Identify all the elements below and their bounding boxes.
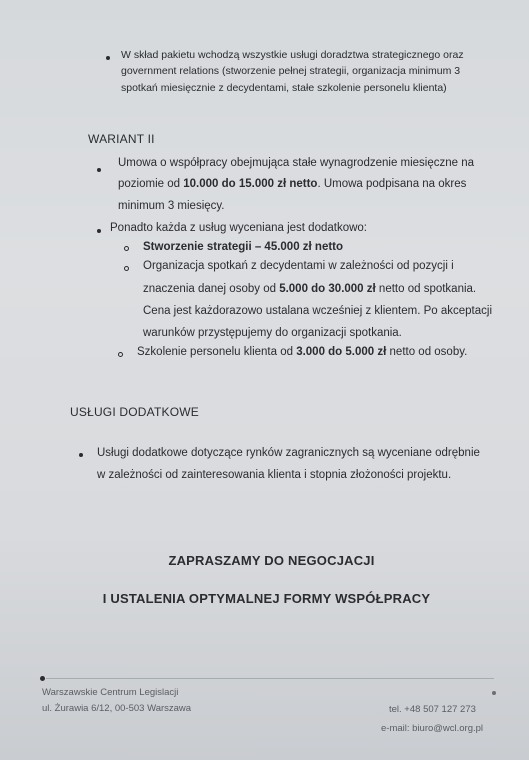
- extra-services-line-2: w zależności od zainteresowania klienta i stopnia złożoności projektu.: [97, 469, 452, 481]
- circle-bullet: [124, 266, 129, 271]
- training-amount: 3.000 do 5.000 zł: [296, 346, 387, 358]
- footer-dot: [40, 676, 45, 681]
- circle-bullet: [124, 246, 129, 251]
- footer-email: e-mail: biuro@wcl.org.pl: [381, 723, 484, 734]
- variant-2-bullet-1-line-2: poziomie od 10.000 do 15.000 zł netto. Umowa podpisana na okres: [118, 178, 467, 190]
- bullet-dot: [79, 453, 83, 457]
- bullet-dot: [97, 168, 101, 172]
- variant-2-amount: 10.000 do 15.000 zł netto: [183, 178, 318, 190]
- service-training: Szkolenie personelu klienta od 3.000 do 5.000 zł netto od osoby.: [137, 346, 468, 358]
- bullet-dot: [97, 229, 101, 233]
- footer-dot: [492, 691, 496, 695]
- extra-services-heading: USŁUGI DODATKOWE: [70, 405, 199, 419]
- service-meetings-line-4: warunków przystępujemy do organizacji spotkania.: [143, 327, 402, 339]
- extra-services-line-1: Usługi dodatkowe dotyczące rynków zagranicznych są wyceniane odrębnie: [97, 447, 480, 459]
- variant-2-bullet-1-line-1: Umowa o współpracy obejmująca stałe wynagrodzenie miesięczne na: [118, 157, 475, 169]
- service-meetings-line-2: znaczenia danej osoby od 5.000 do 30.000 zł netto od spotkania.: [143, 283, 477, 295]
- package-line-2: government relations (stworzenie pełnej strategii, organizacja minimum 3: [121, 65, 461, 77]
- footer-organization: Warszawskie Centrum Legislacji: [42, 687, 179, 698]
- variant-2-bullet-2: Ponadto każda z usług wyceniana jest dodatkowo:: [110, 222, 367, 234]
- circle-bullet: [118, 352, 123, 357]
- variant-2-heading: WARIANT II: [88, 132, 155, 146]
- footer-phone: tel. +48 507 127 273: [389, 704, 476, 715]
- cta-line-2: I USTALENIA OPTYMALNEJ FORMY WSPÓŁPRACY: [102, 591, 431, 606]
- variant-2-bullet-1-line-3: minimum 3 miesięcy.: [118, 200, 225, 212]
- cta-line-1: ZAPRASZAMY DO NEGOCJACJI: [168, 553, 375, 568]
- service-meetings-line-1: Organizacja spotkań z decydentami w zależności od pozycji i: [143, 260, 454, 272]
- footer-divider: [46, 678, 494, 679]
- meetings-amount: 5.000 do 30.000 zł: [279, 283, 376, 295]
- bullet-dot: [106, 56, 110, 60]
- service-meetings-line-3: Cena jest każdorazowo ustalana wcześniej z klientem. Po akceptacji: [143, 305, 493, 317]
- service-strategy: Stworzenie strategii – 45.000 zł netto: [143, 241, 344, 253]
- package-line-3: spotkań miesięcznie z decydentami, stałe szkolenie personelu klienta): [121, 82, 447, 94]
- package-line-1: W skład pakietu wchodzą wszystkie usługi doradztwa strategicznego oraz: [121, 49, 464, 61]
- footer-address: ul. Żurawia 6/12, 00-503 Warszawa: [42, 703, 192, 714]
